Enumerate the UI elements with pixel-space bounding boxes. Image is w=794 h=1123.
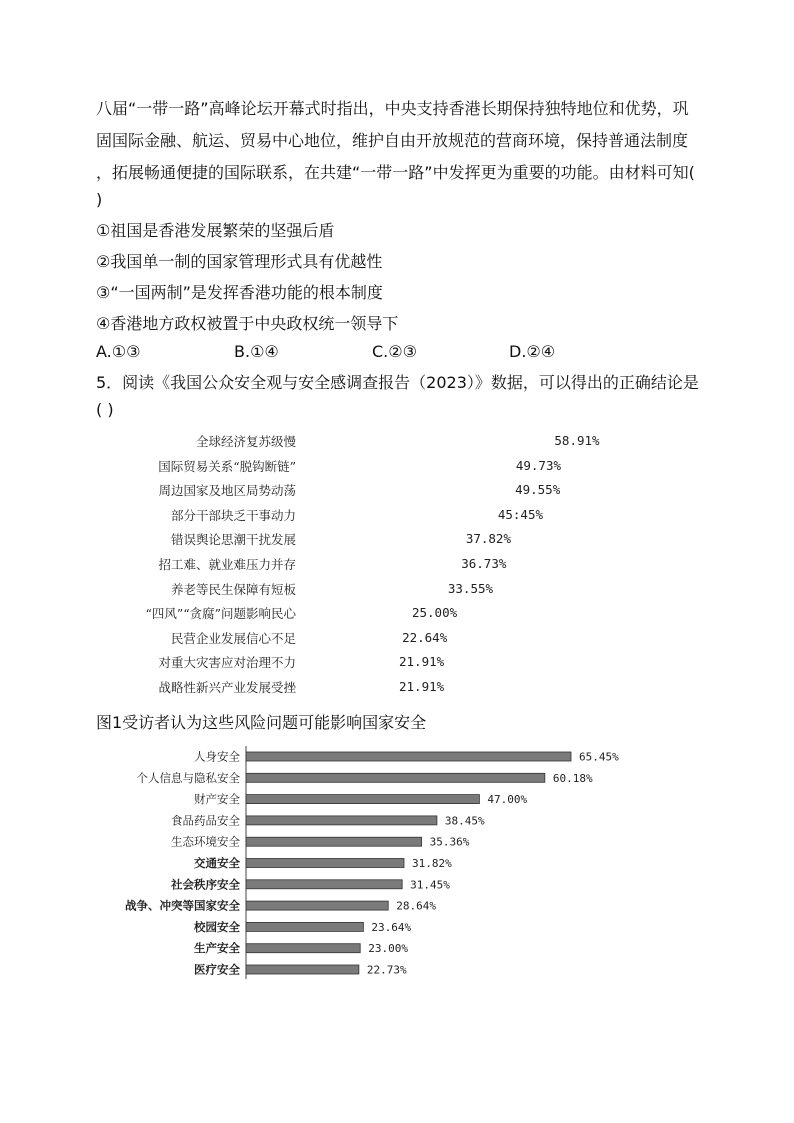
bar [246,965,359,974]
statement-4: ④香港地方政权被置于中央政权统一领导下 [96,314,399,333]
bar-category-label: 财产安全 [194,792,240,807]
risk-value: 21.91% [399,679,445,694]
bar [246,880,402,889]
bar-category-label: 食品药品安全 [171,813,240,828]
bar-value-label: 35.36% [429,835,470,849]
statement-1: ①祖国是香港发展繁荣的坚强后盾 [96,221,335,240]
option-a: A.①③ [96,342,141,361]
risk-value: 37.82% [465,531,511,547]
bar-category-label: 社会秩序安全 [171,877,240,892]
bar-value-label: 31.45% [410,878,450,892]
bar [246,944,360,953]
bar-value-label: 60.18% [552,771,593,785]
bar [246,816,437,825]
risk-label: 招工难、就业难压力并存 [158,557,296,572]
bar-category-label: 生产安全 [194,941,240,956]
bar-category-label: 生态环境安全 [171,834,240,849]
q4-text-line-1: 八届“一带一路”高峰论坛开幕式时指出，中央支持香港长期保持独特地位和优势，巩 [96,99,689,118]
risk-value: 45:45% [497,506,544,522]
risk-value: 58.91% [554,433,600,448]
risk-value: 25.00% [411,605,458,621]
bar [246,752,571,761]
bar [246,901,388,910]
q4-text-line-4: ) [96,190,103,209]
statement-3: ③“一国两制”是发挥香港功能的根本制度 [96,283,383,302]
bar-value-label: 47.00% [487,793,528,807]
bar [246,837,422,846]
figure-1-caption: 图1受访者认为这些风险问题可能影响国家安全 [96,713,427,732]
bar [246,795,479,804]
risk-value: 36.73% [461,556,507,571]
risk-label: 养老等民生保障有短板 [170,581,296,597]
bar-value-label: 38.45% [444,814,485,828]
option-b: B.①④ [234,342,279,361]
risk-label: 错误舆论思潮干扰发展 [170,532,296,548]
q5-text-line-1: 5．阅读《我国公众安全观与安全感调查报告（2023）》数据，可以得出的正确结论是 [96,373,699,392]
bar-category-label: 个人信息与隐私安全 [136,770,240,785]
risk-label: 对重大灾害应对治理不力 [158,655,296,671]
bar-category-label: 交通安全 [194,856,240,870]
bar-value-label: 23.00% [368,942,408,956]
safety-concern-bar-chart [96,740,656,990]
bar-value-label: 28.64% [396,899,436,913]
risk-value: 49.73% [515,457,561,473]
statement-2: ②我国单一制的国家管理形式具有优越性 [96,252,383,271]
bar-value-label: 23.64% [371,920,412,934]
q5-text-line-2: ( ) [96,400,114,419]
risk-value: 49.55% [515,482,561,498]
risk-value: 22.64% [402,629,448,645]
bar-category-label: 人身安全 [194,749,240,764]
risk-label: 国际贸易关系“脱钩断链” [158,458,296,474]
risk-label: 周边国家及地区局势动荡 [158,483,296,499]
bar [246,773,545,782]
bar-category-label: 医疗安全 [194,962,240,977]
risk-value: 33.55% [447,580,494,596]
risk-label: 全球经济复苏级慢 [195,434,296,449]
risk-value: 21.91% [399,654,445,670]
risk-label: 部分干部块乏干事动力 [170,507,296,523]
bar [246,859,404,868]
risk-label: 民营企业发展信心不足 [170,630,296,646]
option-c: C.②③ [372,342,417,361]
q4-text-line-3: ，拓展畅通便捷的国际联系，在共建“一带一路”中发挥更为重要的功能。由材料可知( [96,163,695,182]
bar-category-label: 校园安全 [194,919,240,934]
risk-label: 战略性新兴产业发展受挫 [158,680,296,695]
bar [246,922,363,931]
option-d: D.②④ [509,342,556,361]
risk-label: “四风”“贪腐”问题影响民心 [145,606,296,622]
bar-category-label: 战争、冲突等国家安全 [125,898,240,913]
q4-text-line-2: 固国际金融、航运、贸易中心地位，维护自由开放规范的营商环境，保持普通法制度 [96,131,689,150]
bar-value-label: 31.82% [412,857,452,870]
bar-value-label: 22.73% [366,963,407,977]
bar-value-label: 65.45% [579,750,619,764]
